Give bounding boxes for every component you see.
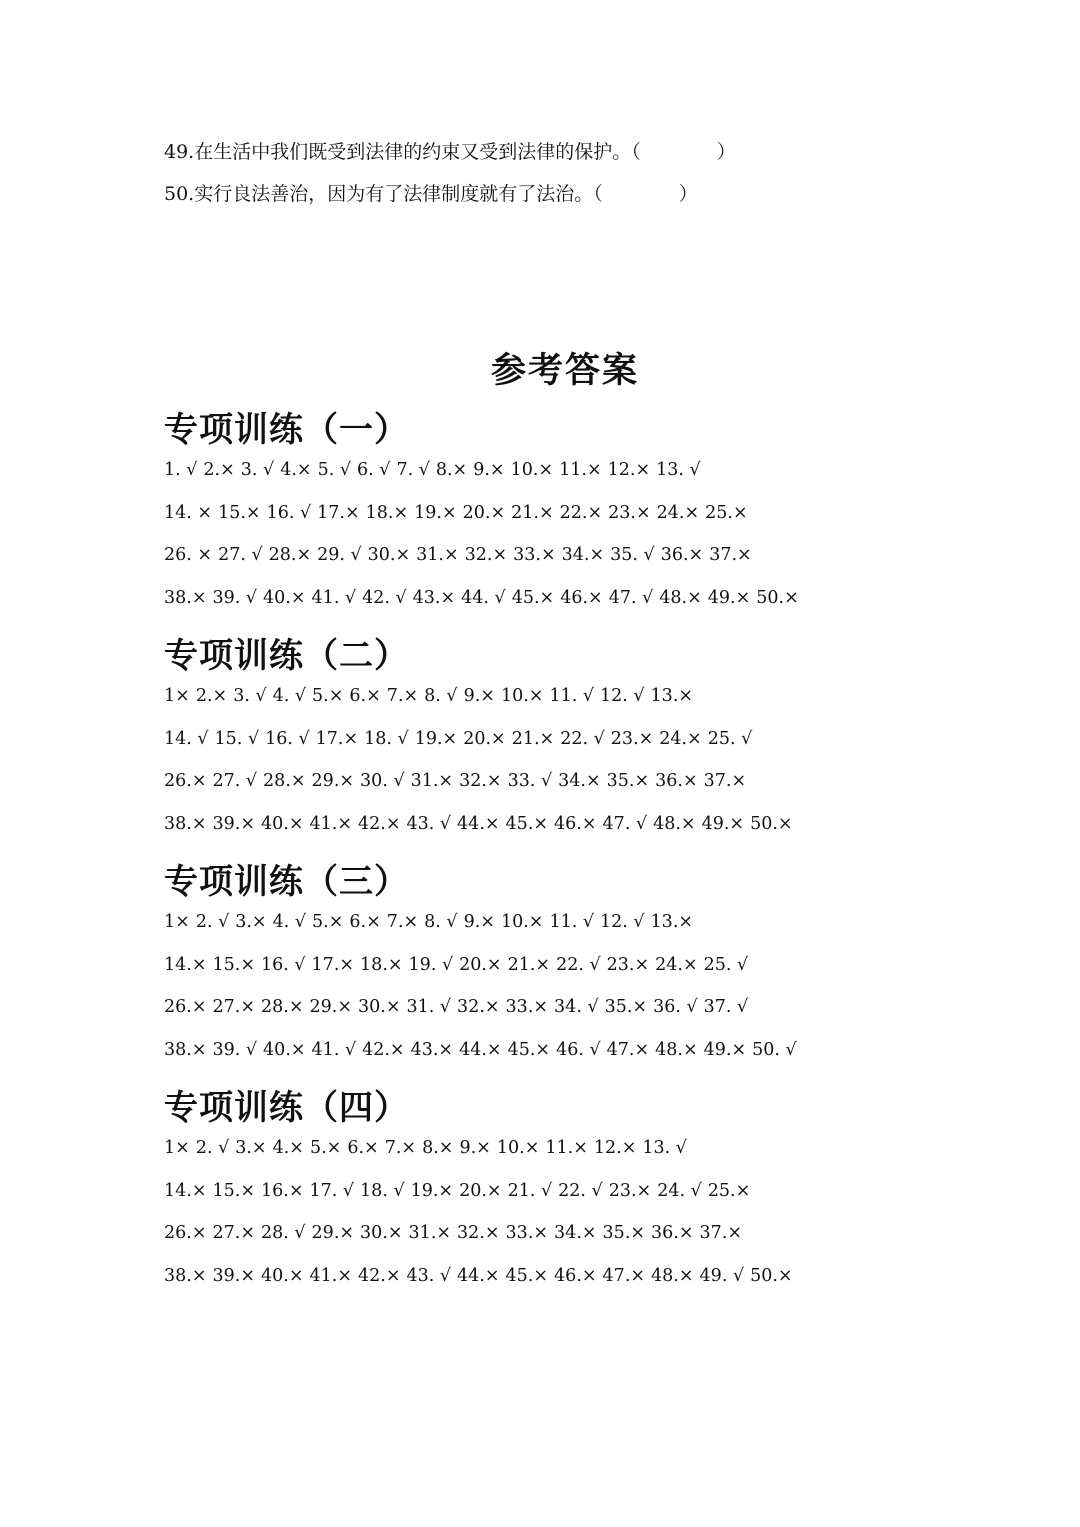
answer-item: 37.×	[703, 771, 747, 791]
answer-item: 3. √	[240, 460, 275, 480]
answer-item: 28. √	[261, 1223, 306, 1243]
answer-item: 32.×	[464, 545, 508, 565]
answer-item: 5. √	[317, 460, 352, 480]
answer-item: 36. √	[653, 997, 698, 1017]
answer-item: 49.×	[707, 587, 751, 608]
answer-item: 42. √	[362, 587, 407, 608]
answer-item: 20.×	[463, 728, 506, 749]
answer-item: 29. √	[317, 545, 362, 565]
answer-item: 10.×	[496, 1138, 540, 1158]
answer-item: 7.×	[384, 1138, 417, 1158]
answer-item: 17.×	[311, 954, 355, 975]
answer-item: 18. √	[360, 1180, 405, 1201]
section-training-1	[164, 408, 1024, 625]
answer-item: 20.×	[459, 1180, 502, 1201]
answer-item: 2. √	[195, 912, 230, 932]
answer-item: 15.×	[218, 502, 261, 523]
answer-item: 23.×	[608, 502, 651, 523]
answer-item: 8. √	[424, 686, 458, 706]
answer-item: 23.×	[610, 728, 654, 749]
answer-item: 11. √	[549, 686, 594, 706]
answer-item: 22. √	[560, 728, 605, 749]
answer-item: 1×	[164, 912, 190, 932]
answer-item: 21.×	[511, 728, 555, 749]
answer-item: 50.×	[750, 813, 793, 834]
answer-item: 34. √	[554, 997, 599, 1017]
question-49: 49.在生活中我们既受到法律的约束又受到法律的保护。（ ）	[164, 141, 736, 163]
answer-item: 4.×	[280, 460, 312, 480]
answer-item: 17.×	[315, 728, 359, 749]
answer-item: 2.×	[195, 686, 228, 706]
answer-item: 28.×	[263, 771, 306, 791]
answer-item: 11.×	[559, 460, 602, 480]
answer-item: 13. √	[642, 1138, 687, 1158]
answer-item: 15. √	[214, 728, 260, 749]
answer-item: 12. √	[600, 912, 645, 932]
answer-item: 31.×	[416, 545, 459, 565]
answer-item: 44.×	[457, 813, 500, 834]
answer-item: 22. √	[556, 954, 601, 975]
answer-item: 42.×	[358, 1265, 401, 1286]
answer-item: 43. √	[406, 1265, 452, 1286]
answer-item: 46.×	[560, 587, 603, 608]
answer-item: 37.×	[699, 1223, 743, 1243]
answer-item: 36.×	[655, 771, 698, 791]
answer-item: 46. √	[556, 1039, 601, 1060]
answer-item: 47. √	[608, 587, 654, 608]
answer-item: 45.×	[511, 587, 555, 608]
answer-item: 22. √	[558, 1180, 603, 1201]
question-50: 50.实行良法善治，因为有了法律制度就有了法治。（ ）	[164, 183, 698, 205]
answer-item: 15.×	[212, 1180, 255, 1201]
answer-row	[164, 907, 1024, 950]
answer-item: 28.×	[268, 545, 312, 565]
answer-item: 20.×	[459, 954, 502, 975]
answer-item: 40.×	[263, 587, 306, 608]
answer-item: 50.×	[756, 587, 799, 608]
answer-item: 4. √	[272, 912, 307, 932]
answer-item: 19. √	[408, 954, 454, 975]
answer-row	[164, 583, 1024, 626]
answer-item: 15.×	[212, 954, 255, 975]
answer-item: 45.×	[505, 813, 549, 834]
answer-item: 8. √	[424, 912, 458, 932]
section-training-3	[164, 860, 1024, 1077]
answer-item: 35.×	[604, 997, 648, 1017]
section-heading: 专项训练（三）	[164, 862, 409, 902]
answer-item: 11. √	[549, 912, 594, 932]
answer-row	[164, 1218, 1024, 1261]
answer-item: 45.×	[507, 1039, 551, 1060]
answer-item: 49. √	[699, 1265, 745, 1286]
answer-item: 40.×	[263, 1039, 306, 1060]
answer-item: 33.×	[513, 545, 556, 565]
answer-row	[164, 950, 1024, 993]
answer-item: 33.×	[505, 997, 549, 1017]
answer-item: 48.×	[653, 813, 696, 834]
answer-item: 25.×	[707, 1180, 751, 1201]
answer-item: 8.×	[422, 1138, 454, 1158]
answer-item: 35.×	[606, 771, 650, 791]
answer-item: 42.×	[362, 1039, 405, 1060]
answer-item: 17.×	[317, 502, 360, 523]
answer-item: 24.×	[659, 728, 702, 749]
answer-row	[164, 455, 1024, 498]
answer-item: 35. √	[610, 545, 655, 565]
answer-item: 5.×	[312, 686, 344, 706]
answer-item: 4.×	[272, 1138, 304, 1158]
answer-row	[164, 681, 1024, 724]
answer-item: 16. √	[266, 502, 312, 523]
answer-row	[164, 766, 1024, 809]
answer-item: 46.×	[554, 813, 597, 834]
answer-item: 41.×	[309, 1265, 352, 1286]
answer-item: 47. √	[602, 813, 648, 834]
answer-item: 26.×	[164, 997, 207, 1017]
answer-item: 16. √	[265, 728, 310, 749]
answer-item: 47.×	[602, 1265, 646, 1286]
answer-item: 7.×	[386, 686, 419, 706]
answer-item: 41. √	[311, 1039, 357, 1060]
answer-item: 26. ×	[164, 545, 213, 565]
answer-item: 16.×	[261, 1180, 304, 1201]
answer-item: 14. √	[164, 728, 209, 749]
answer-item: 24.×	[656, 502, 700, 523]
answer-item: 30.×	[360, 1223, 403, 1243]
answer-item: 44.×	[457, 1265, 500, 1286]
answer-item: 28.×	[261, 997, 304, 1017]
answer-item: 9.×	[463, 912, 495, 932]
answer-item: 42.×	[358, 813, 401, 834]
section-heading: 专项训练（一）	[164, 410, 409, 450]
answer-item: 1. √	[164, 460, 198, 480]
answer-item: 25. √	[707, 728, 753, 749]
answer-item: 40.×	[261, 813, 304, 834]
answer-item: 44.×	[459, 1039, 502, 1060]
answer-item: 27.×	[212, 1223, 255, 1243]
answer-item: 13.×	[650, 686, 694, 706]
answer-item: 24. √	[657, 1180, 702, 1201]
answer-item: 43.×	[410, 1039, 454, 1060]
section-training-2	[164, 634, 1024, 851]
answer-item: 34.×	[554, 1223, 597, 1243]
answer-item: 18.×	[360, 954, 403, 975]
answer-item: 20.×	[462, 502, 506, 523]
answer-item: 1×	[164, 686, 190, 706]
answer-item: 47.×	[606, 1039, 650, 1060]
answer-item: 12.×	[607, 460, 651, 480]
answer-item: 7. √	[396, 460, 430, 480]
answer-row	[164, 992, 1024, 1035]
answer-item: 19.×	[414, 728, 458, 749]
answer-item: 21. √	[507, 1180, 553, 1201]
answer-item: 19.×	[410, 1180, 454, 1201]
answer-item: 43.×	[412, 587, 456, 608]
answer-item: 36.×	[660, 545, 704, 565]
answer-item: 3.×	[235, 912, 267, 932]
answer-item: 31.×	[408, 1223, 452, 1243]
answer-item: 49.×	[703, 1039, 747, 1060]
answer-item: 22.×	[559, 502, 603, 523]
answer-item: 37. √	[703, 997, 749, 1017]
answer-item: 33.×	[505, 1223, 549, 1243]
answer-item: 48.×	[655, 1039, 698, 1060]
answer-item: 31.×	[410, 771, 454, 791]
answer-item: 39. √	[212, 587, 258, 608]
answer-item: 11.×	[545, 1138, 588, 1158]
answer-item: 1×	[164, 1138, 190, 1158]
answer-item: 48.×	[651, 1265, 694, 1286]
answer-item: 27. √	[212, 771, 258, 791]
answer-item: 10.×	[510, 460, 554, 480]
answer-item: 29.×	[309, 997, 352, 1017]
answer-item: 34.×	[561, 545, 605, 565]
answer-item: 12.×	[593, 1138, 637, 1158]
answer-item: 10.×	[500, 912, 544, 932]
answer-item: 14.×	[164, 1180, 207, 1201]
answer-item: 26.×	[164, 1223, 207, 1243]
answer-row	[164, 1176, 1024, 1219]
answer-item: 2.×	[203, 460, 235, 480]
answer-item: 16. √	[261, 954, 306, 975]
answer-item: 25.×	[705, 502, 748, 523]
answer-item: 9.×	[463, 686, 495, 706]
answer-item: 30.×	[358, 997, 401, 1017]
answer-item: 43. √	[406, 813, 452, 834]
answer-item: 13.×	[650, 912, 694, 932]
answer-item: 49.×	[701, 813, 745, 834]
answer-item: 18.×	[365, 502, 409, 523]
answer-item: 32.×	[457, 1223, 500, 1243]
answer-item: 38.×	[164, 1039, 207, 1060]
answer-item: 48.×	[659, 587, 702, 608]
answer-row	[164, 809, 1024, 852]
answer-item: 27. √	[218, 545, 263, 565]
answer-item: 21.×	[507, 954, 551, 975]
answer-item: 39.×	[212, 1265, 255, 1286]
answer-row	[164, 498, 1024, 541]
answer-item: 8.×	[435, 460, 468, 480]
answer-item: 32.×	[459, 771, 502, 791]
answer-item: 30.×	[367, 545, 411, 565]
answer-item: 36.×	[651, 1223, 694, 1243]
answer-item: 14.×	[164, 954, 207, 975]
answer-item: 39. √	[212, 1039, 258, 1060]
answer-item: 31. √	[406, 997, 452, 1017]
answer-row	[164, 1133, 1024, 1176]
answer-item: 38.×	[164, 1265, 207, 1286]
answer-row	[164, 1261, 1024, 1304]
answer-item: 33. √	[507, 771, 553, 791]
answer-item: 37.×	[709, 545, 752, 565]
answer-item: 29.×	[311, 771, 355, 791]
answer-item: 12. √	[600, 686, 645, 706]
answer-item: 9.×	[459, 1138, 491, 1158]
answer-item: 27.×	[212, 997, 255, 1017]
answer-item: 35.×	[602, 1223, 646, 1243]
answer-item: 13. √	[656, 460, 701, 480]
answer-item: 21.×	[511, 502, 554, 523]
answer-item: 24.×	[655, 954, 698, 975]
answer-item: 30. √	[360, 771, 405, 791]
section-training-4	[164, 1086, 1024, 1303]
answer-item: 6. √	[357, 460, 391, 480]
answer-item: 34.×	[558, 771, 601, 791]
answer-item: 18. √	[364, 728, 409, 749]
answer-item: 10.×	[500, 686, 544, 706]
answer-item: 50.×	[750, 1265, 793, 1286]
answer-item: 44. √	[461, 587, 506, 608]
answer-item: 23.×	[606, 954, 650, 975]
answer-item: 6.×	[349, 912, 381, 932]
answer-item: 6.×	[347, 1138, 379, 1158]
answer-row	[164, 1035, 1024, 1078]
answer-item: 5.×	[309, 1138, 342, 1158]
section-heading: 专项训练（四）	[164, 1088, 409, 1128]
answer-item: 2. √	[195, 1138, 230, 1158]
answer-item: 46.×	[554, 1265, 597, 1286]
answer-key-title: 参考答案	[490, 350, 639, 391]
answer-item: 3.×	[235, 1138, 267, 1158]
answer-item: 7.×	[386, 912, 419, 932]
answer-item: 41.×	[309, 813, 352, 834]
answer-item: 5.×	[312, 912, 344, 932]
answer-item: 4. √	[272, 686, 307, 706]
answer-item: 19.×	[414, 502, 457, 523]
answer-item: 29.×	[311, 1223, 355, 1243]
answer-item: 38.×	[164, 587, 207, 608]
answer-row	[164, 724, 1024, 767]
answer-item: 39.×	[212, 813, 255, 834]
answer-item: 38.×	[164, 813, 207, 834]
answer-item: 41. √	[311, 587, 357, 608]
answer-item: 50. √	[752, 1039, 797, 1060]
answer-item: 40.×	[261, 1265, 304, 1286]
section-heading: 专项训练（二）	[164, 636, 409, 676]
answer-row	[164, 540, 1024, 583]
answer-item: 26.×	[164, 771, 207, 791]
answer-item: 17. √	[309, 1180, 355, 1201]
answer-item: 45.×	[505, 1265, 549, 1286]
answer-item: 14. ×	[164, 502, 213, 523]
answer-item: 3. √	[233, 686, 267, 706]
answer-item: 32.×	[457, 997, 500, 1017]
answer-item: 25. √	[703, 954, 749, 975]
answer-item: 9.×	[473, 460, 505, 480]
answer-item: 6.×	[349, 686, 381, 706]
answer-item: 23.×	[608, 1180, 652, 1201]
